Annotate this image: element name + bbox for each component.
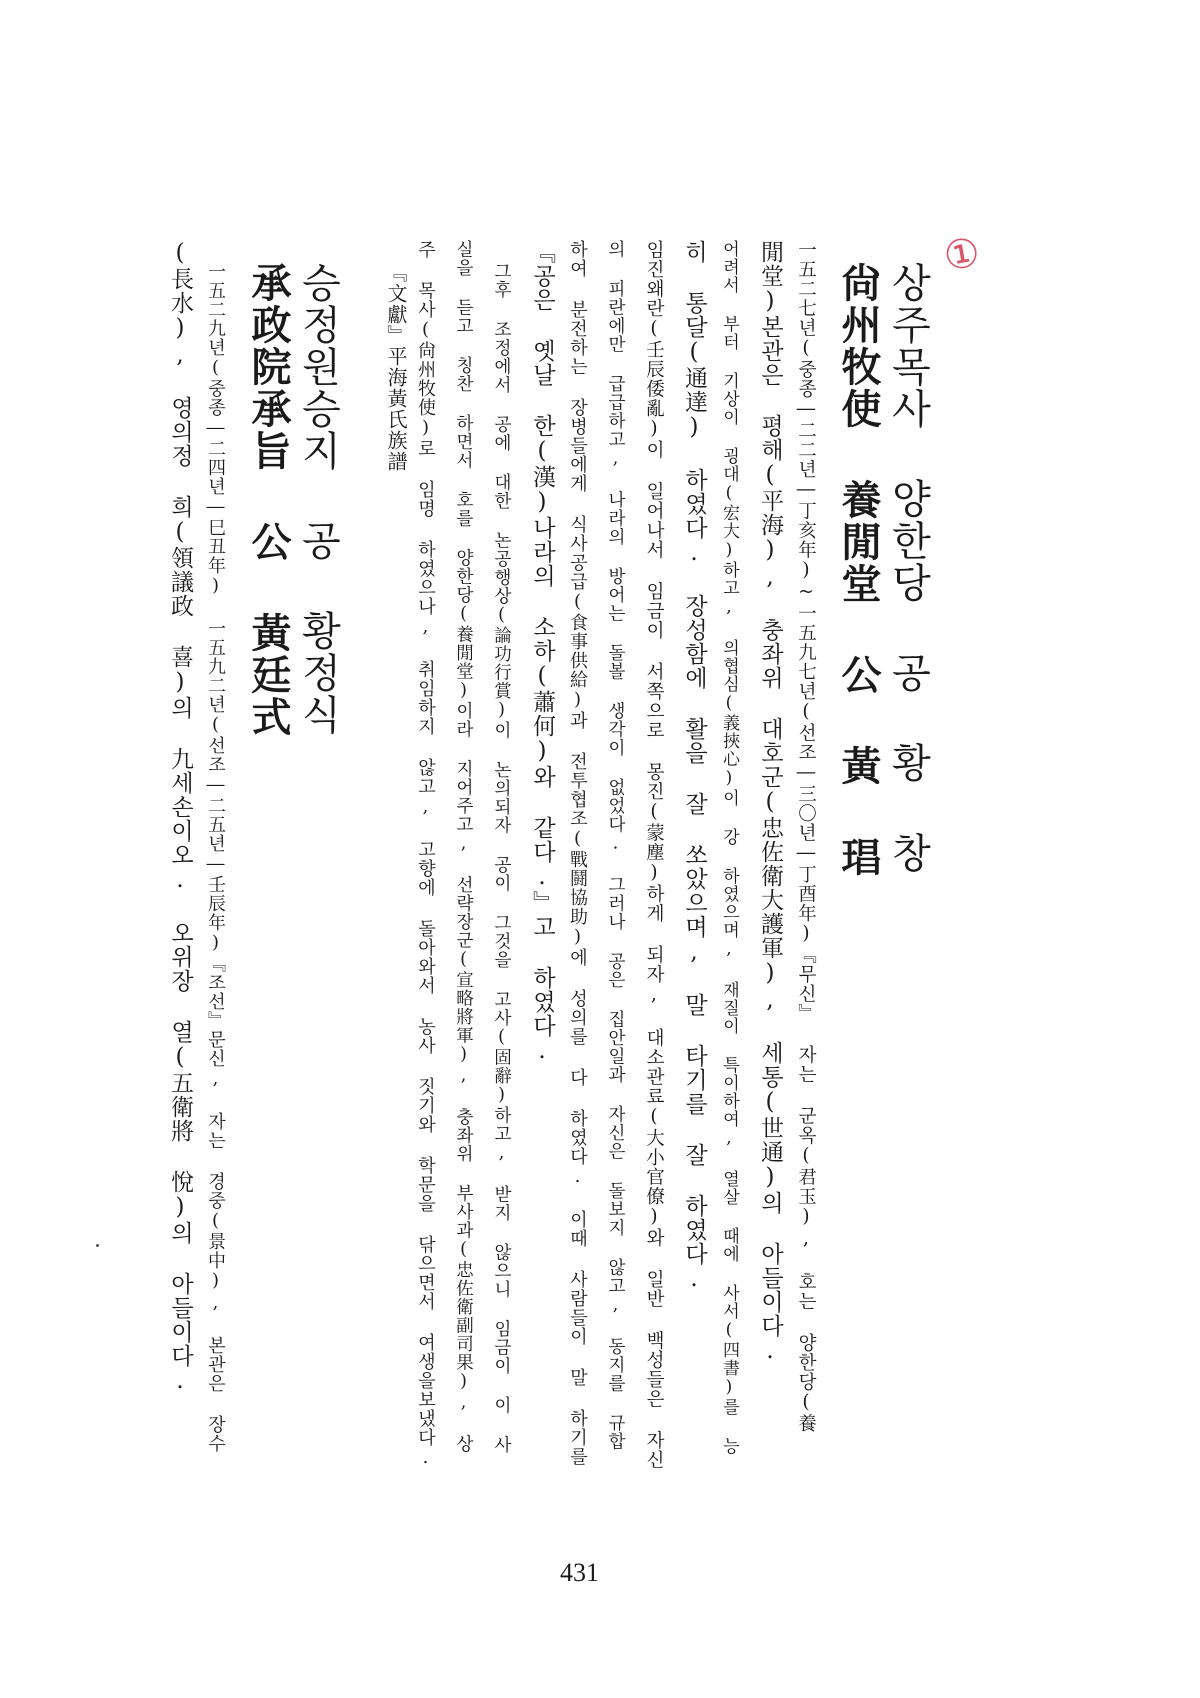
section2-title-hanja: 承政院承旨 公 黃廷式 <box>245 262 292 738</box>
speck <box>96 1244 99 1247</box>
section1-paragraph-line: 히 통달(通達) 하였다. 장성함에 활을 잘 쏘았으며, 말 타기를 잘 하였다. <box>681 240 707 1293</box>
section1-paragraph-line: 一五二七년(중종―二二년―丁亥年)~一五九七년(선조―三〇년―丁酉年)『무신』 자는 군옥(君玉), 호는 양한당(養 <box>795 240 817 1433</box>
section1-paragraph-line: 『공은 옛날 한(漢)나라의 소하(蕭何)와 같다.』고 하였다. <box>529 240 555 1065</box>
handwritten-mark: ① <box>940 229 984 281</box>
section1-paragraph-line: 하여 분전하는 장병들에게 식사공급(食事供給)과 전투협조(戰鬪協助)에 성의를 다 하였다. 이때 사람들이 말 하기를 <box>567 240 588 1466</box>
section1-paragraph-line: 어려서 부터 기상이 굉대(宏大)하고, 의협심(義挾心)이 강 하였으며, 재질이 특이하여, 열살 때에 사서(四書)를 능 <box>719 240 739 1455</box>
section1-paragraph-line: 의 피란에만 급급하고, 나라의 방어는 돌볼 생각이 없었다. 그러나 공은 집안일과 자신은 돌보지 않고, 동지를 규합 <box>605 240 626 1451</box>
section1-paragraph-line: 실을 듣고 칭찬 하면서 호를 양한당(養閒堂)이라 지어주고, 선략장군(宣略將軍), 충좌위 부사과(忠佐衛副司果), 상 <box>453 240 474 1453</box>
section1-title-hanja: 尙州牧使 養閒堂 公 黃 琩 <box>835 262 882 878</box>
section1-paragraph-line: 그후 조정에서 공에 대한 논공행상(論功行賞)이 논의되자 공이 그것을 고사(固辭)하고, 받지 않으니 임금이 이 사 <box>491 262 512 1454</box>
section1-source: 『文獻』平海黃氏族譜 <box>384 262 408 472</box>
page-number: 431 <box>560 1558 599 1587</box>
section2-paragraph-line: 一五二九년(중종―二四년―巳丑年) 一五九二년(선조―二五년―壬辰年)『조선』문신, 자는 경중(景中), 본관은 장수 <box>205 262 226 1453</box>
section2-paragraph-line: (長水), 영의정 희(領議政 喜)의 九세손이오. 오위장 열(五衛將 悅)의 아들이다. <box>167 240 193 1395</box>
section2-title-korean: 승정원승지 공 황정식 <box>295 262 341 736</box>
section1-paragraph-line: 임진왜란(壬辰倭亂)이 일어나서 임금이 서쪽으로 몽진(蒙塵)하게 되자, 대소관료(大小官僚)와 일반 백성들은 자신 <box>643 240 665 1470</box>
section1-paragraph-line: 閒堂)본관은 평해(平海), 충좌위 대호군(忠佐衛大護軍), 세통(世通)의 아들이다. <box>757 240 783 1365</box>
section1-title-korean: 상주목사 양한당 공 황 창 <box>885 262 931 874</box>
section1-paragraph-line: 주 목사(尙州牧使)로 임명 하였으나, 취임하지 않고, 고향에 돌아와서 농사 짓기와 학문을 닦으면서 여생을보냈다. <box>415 240 436 1469</box>
